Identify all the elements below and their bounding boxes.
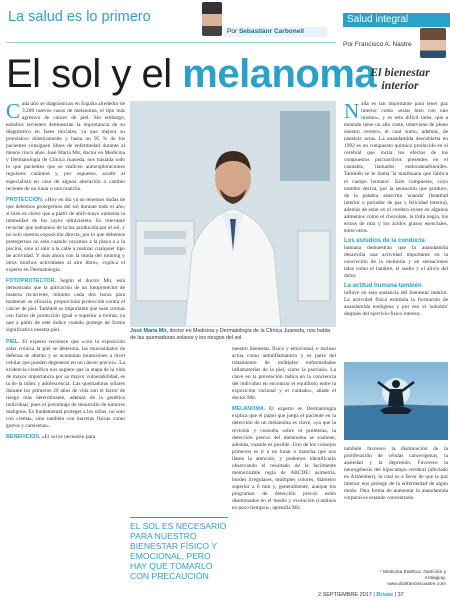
photoprotector-paragraph: FOTOPROTECTOR. Según el doctor Mir, está demostrado que la aplicación de un fotoprotector de manera recurrente, mínimo cada dos horas para mantener su eficacia, proporciona protección contra el cáncer de piel. También es importante que sean cremas con factor de protección igual o superior a treinta, ya que a partir de este índice cuando protege de forma significativa nuestra piel. bbox=[6, 278, 125, 334]
photo-caption: José María Mir, doctor en Medicina y Dermatología de la Clínica Juaneda, nos habla de las quemaduras solares y los riesgos del sol. bbox=[130, 328, 330, 341]
side-article-title: El bienestar interior bbox=[370, 65, 430, 92]
byline-left: Por Sebastiánr Carbonell bbox=[224, 27, 327, 37]
right-column bbox=[344, 101, 448, 318]
headline: El sol y el melanoma bbox=[6, 52, 377, 96]
skin-paragraph: PIEL. El experto reconoce que «con la exposición solar crónica la piel se deteriora, las mucosidades de defensa se alteran y se acumulan mutaciones a nivel celular que pueden degenerar en un cáncer precoz». La evidencia científica nos sugiere que la etapa de la vida de mayor importancia por su mayor vulnerabilidad, es la de la niñez y adolescencia. Las quemaduras solares durante los primeros 20 años de vida son el factor de riesgo más determinante, además de la genética individual, pues el porcentaje de desarrollo de tumores malignos. Es fundamental proteger a los niños, no solo con cremas, sino también con barreras físicas como gorros y camisetas». bbox=[6, 338, 126, 430]
header-rule bbox=[6, 42, 336, 43]
subheading-studies: Los estudios de la conducta bbox=[344, 237, 425, 244]
wellbeing-paragraph: nuestro bienestar, físico y emocional, e incluso actúa como antiinflamatorio y es parte del tratamiento de múltiples enfermedades inflamatorias de la piel, como la psoriasis. La clave en la prevención radica en la conciencia del individuo en encontrar el equilibrio entre la exposición racional y el cuidado», añade el doctor Mir. bbox=[232, 346, 336, 402]
byline-right: Por Francisco A. Nastre bbox=[343, 41, 412, 48]
section-title: La salud es lo primero bbox=[8, 9, 151, 25]
middle-column bbox=[232, 346, 336, 512]
protection-paragraph: PROTECCIÓN. «Hoy en día ya no tenemos dudas de que debemos protegernos del sol durante todo el año, si bien es cierto que a partir de abril-mayo aumenta la intensidad de los rayos ultravioleta. Es relevante recordar que hablamos de la luz producida por el sol, y no solo nuestra exposición directa, por lo que debemos protegernos no solo cuando vayamos a la playa o a la piscina, sino al salir a la calle a realizar cualquier tipo de actividad. Y más ahora con la moda del running y otros muchos actividades al aire libre», explica el experto en Dermatología. bbox=[6, 196, 125, 274]
intro-paragraph: Cada año se diagnostican en España alrededor de 3.200 nuevos casos de melanoma, el tipo más agresivo de cáncer de piel. Sin embargo, estudios recientes demuestran la importancia de su diagnóstico en fases iniciales, ya que mejora su pronóstico drásticamente y hasta un 95 % de los pacientes consiguen libres de enfermedad durante al menos cinco años. José María Mir, doctor en Medicina y Dermatología de Clínica Juaneda, nos traslada todo lo que pacientes que se realicen autoexploraciones regulares cutáneas y, por supuesto, acudir al especialista en caso de alguna alteración o cambio reciente de un lunar o una mancha. bbox=[6, 99, 125, 192]
column-header: Salud integral bbox=[343, 13, 450, 27]
page-footer: 2 SEPTIEMBRE 2017 | Brisas | 37 bbox=[318, 592, 404, 598]
author-credit: * Medicina Estética. Nutrición y Antiaging. www.drafranciscoastre.com bbox=[379, 570, 446, 587]
author-photo-left bbox=[202, 2, 222, 36]
pull-quote: EL SOL ES NECESARIO PARA NUESTRO BIENESTAR FÍSICO Y EMOCIONAL, PERO HAY QUE TOMARLO CON PRECAUCIÓN bbox=[130, 517, 228, 581]
melanoma-paragraph: MELANOMA. El experto en Dermatología explica que el papel que juega el paciente en la detección de un melanoma es clave, «ya que la revisión y consulta sobre el problema, la detección precoz del melanoma se sostiene, además, cuando es posible. Uno de los consejos primeros es ir a un lunar o mancha que nos llame la atención, y podemos identificarlo observando el resultado de la facilmente memorizable regla de ABCDE: asimetría, bordes irregulares, múltiples colores, diámetro superior a 6 mm y, generalmente, aunque los programas de detección precoz estén diseminados en el medio y evolución (cambios en poco tiempo)», apostilla Mir. bbox=[232, 406, 336, 512]
neurogenesis-paragraph: también favorece la disminución de la proliferación de células cancerígenas, la ansiedad y la depresión. Favorece la neurogénesis del hipocampo cerebral (afectado en Alzheimer), lo cual es a favor de que la paz interior nos protege de la enfermedad de algún modo. Otra forma de aumentar la anandamida corporal es estando concentrado. bbox=[344, 446, 448, 502]
right-intro-paragraph: Nada es tan importante para tener paz interior como «estar bien con uno mismo», y es esta difícil tarea, que a menudo tiene un alto coste, interviene de pleno nuestro cerebro, el cual sumo, además, de nuestras actas. La anandamida descubierta en 1992 es un compuesto químico producido en el cerebral que incita los efectos de los compuestos psicoactivos presentes en el cannabis, llamados endocannabinoides. También se le llama 'la marihuana que fabrica el cuerpo humano'. Este compuesto, cuyo nombre deriva, por la sensación que produce, de la palabra sánscrita 'ananda' (beatitud interior o portador de paz y felicidad interna), además de estar en el cerebro existe en algunos alimentos como el chocolate, la trufa negra, los erizos de mar y los ácidos grasos esenciales, entre otros. bbox=[344, 99, 448, 234]
right-column-continued bbox=[344, 446, 448, 502]
subheading-attitude: La actitud humana también bbox=[344, 283, 422, 290]
left-column bbox=[6, 101, 125, 441]
benefits-paragraph: BENEFICIOS. «El sol es necesario para bbox=[6, 434, 96, 441]
studies-paragraph: humana demuestran que la anandamida desarrolla una actividad importante en la concreción de la memoria y en sensaciones tales como el hambre, el sueño y el alivio del dolor. bbox=[344, 244, 448, 280]
meditation-photo bbox=[344, 362, 448, 440]
attitude-paragraph: influye en esta sustancia del bienestar interior. La actividad física estimula la formación de anandamida endógena y por eso el 'subidón' después del ejercicio físico intenso; bbox=[344, 290, 448, 318]
author-photo-right bbox=[420, 28, 446, 58]
doctor-photo bbox=[130, 101, 336, 327]
